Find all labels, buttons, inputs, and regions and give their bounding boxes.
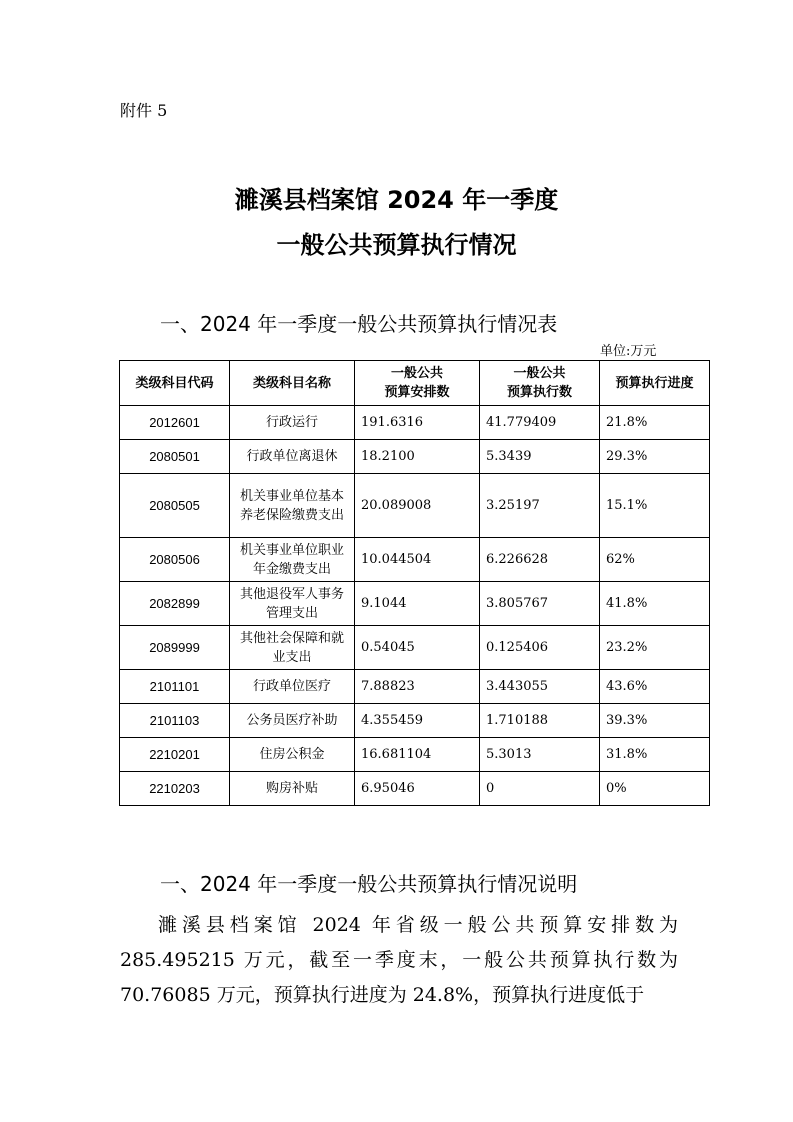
cell-code: 2210201 [120,738,230,772]
cell-arranged: 10.044504 [355,538,480,582]
cell-progress: 23.2% [600,626,710,670]
cell-executed: 5.3439 [480,440,600,474]
cell-arranged: 16.681104 [355,738,480,772]
cell-progress: 39.3% [600,704,710,738]
cell-executed: 0.125406 [480,626,600,670]
cell-progress: 29.3% [600,440,710,474]
cell-executed: 3.443055 [480,670,600,704]
header-arranged-line1: 一般公共 [390,366,443,381]
cell-name: 其他社会保障和就业支出 [230,626,355,670]
cell-code: 2082899 [120,582,230,626]
cell-progress: 41.8% [600,582,710,626]
cell-name: 机关事业单位基本养老保险缴费支出 [230,474,355,538]
cell-executed: 3.25197 [480,474,600,538]
cell-executed: 6.226628 [480,538,600,582]
cell-executed: 5.3013 [480,738,600,772]
cell-name: 其他退役军人事务管理支出 [230,582,355,626]
cell-name: 行政单位医疗 [230,670,355,704]
header-executed [480,361,600,406]
cell-name: 机关事业单位职业年金缴费支出 [230,538,355,582]
table-row [120,670,710,704]
cell-code: 2101103 [120,704,230,738]
cell-code: 2012601 [120,406,230,440]
table-row [120,538,710,582]
document-title-line2: 一般公共预算执行情况 [276,231,517,259]
explanation-paragraph: 濉溪县档案馆 2024 年省级一般公共预算安排数为 285.495215 万元，截至一季度末，一般公共预算执行数为 70.76085 万元，预算执行进度为 24.8%，预算执行进度低于 [120,914,678,1006]
table-row [120,474,710,538]
table-header-row [120,361,710,406]
cell-name: 购房补贴 [230,772,355,806]
document-title-line1: 濉溪县档案馆 2024 年一季度 [234,186,559,214]
table-row [120,582,710,626]
cell-arranged: 4.355459 [355,704,480,738]
section1-heading: 一、2024 年一季度一般公共预算执行情况表 [160,312,558,336]
table-row [120,704,710,738]
table-row [120,772,710,806]
cell-code: 2080505 [120,474,230,538]
cell-name: 行政运行 [230,406,355,440]
header-executed-line1: 一般公共 [513,366,566,381]
cell-executed: 1.710188 [480,704,600,738]
cell-progress: 62% [600,538,710,582]
cell-progress: 0% [600,772,710,806]
cell-arranged: 18.2100 [355,440,480,474]
cell-code: 2101101 [120,670,230,704]
attachment-label: 附件 5 [120,101,168,120]
cell-executed: 41.779409 [480,406,600,440]
cell-executed: 3.805767 [480,582,600,626]
cell-code: 2080506 [120,538,230,582]
table-row [120,626,710,670]
table-row [120,738,710,772]
cell-name: 行政单位离退休 [230,440,355,474]
cell-progress: 43.6% [600,670,710,704]
section2-heading: 一、2024 年一季度一般公共预算执行情况说明 [160,872,578,896]
cell-progress: 21.8% [600,406,710,440]
budget-table [119,360,710,806]
header-executed-line2: 预算执行数 [506,385,572,400]
unit-label: 单位:万元 [600,344,657,359]
cell-arranged: 0.54045 [355,626,480,670]
cell-progress: 31.8% [600,738,710,772]
cell-progress: 15.1% [600,474,710,538]
cell-arranged: 6.95046 [355,772,480,806]
table-row [120,440,710,474]
cell-arranged: 20.089008 [355,474,480,538]
cell-arranged: 191.6316 [355,406,480,440]
header-arranged [355,361,480,406]
header-arranged-line2: 预算安排数 [384,385,450,400]
table-row [120,406,710,440]
header-progress: 预算执行进度 [600,361,710,406]
cell-arranged: 7.88823 [355,670,480,704]
cell-code: 2080501 [120,440,230,474]
cell-code: 2210203 [120,772,230,806]
header-code: 类级科目代码 [120,361,230,406]
cell-arranged: 9.1044 [355,582,480,626]
cell-executed: 0 [480,772,600,806]
cell-code: 2089999 [120,626,230,670]
cell-name: 住房公积金 [230,738,355,772]
header-name: 类级科目名称 [230,361,355,406]
cell-name: 公务员医疗补助 [230,704,355,738]
